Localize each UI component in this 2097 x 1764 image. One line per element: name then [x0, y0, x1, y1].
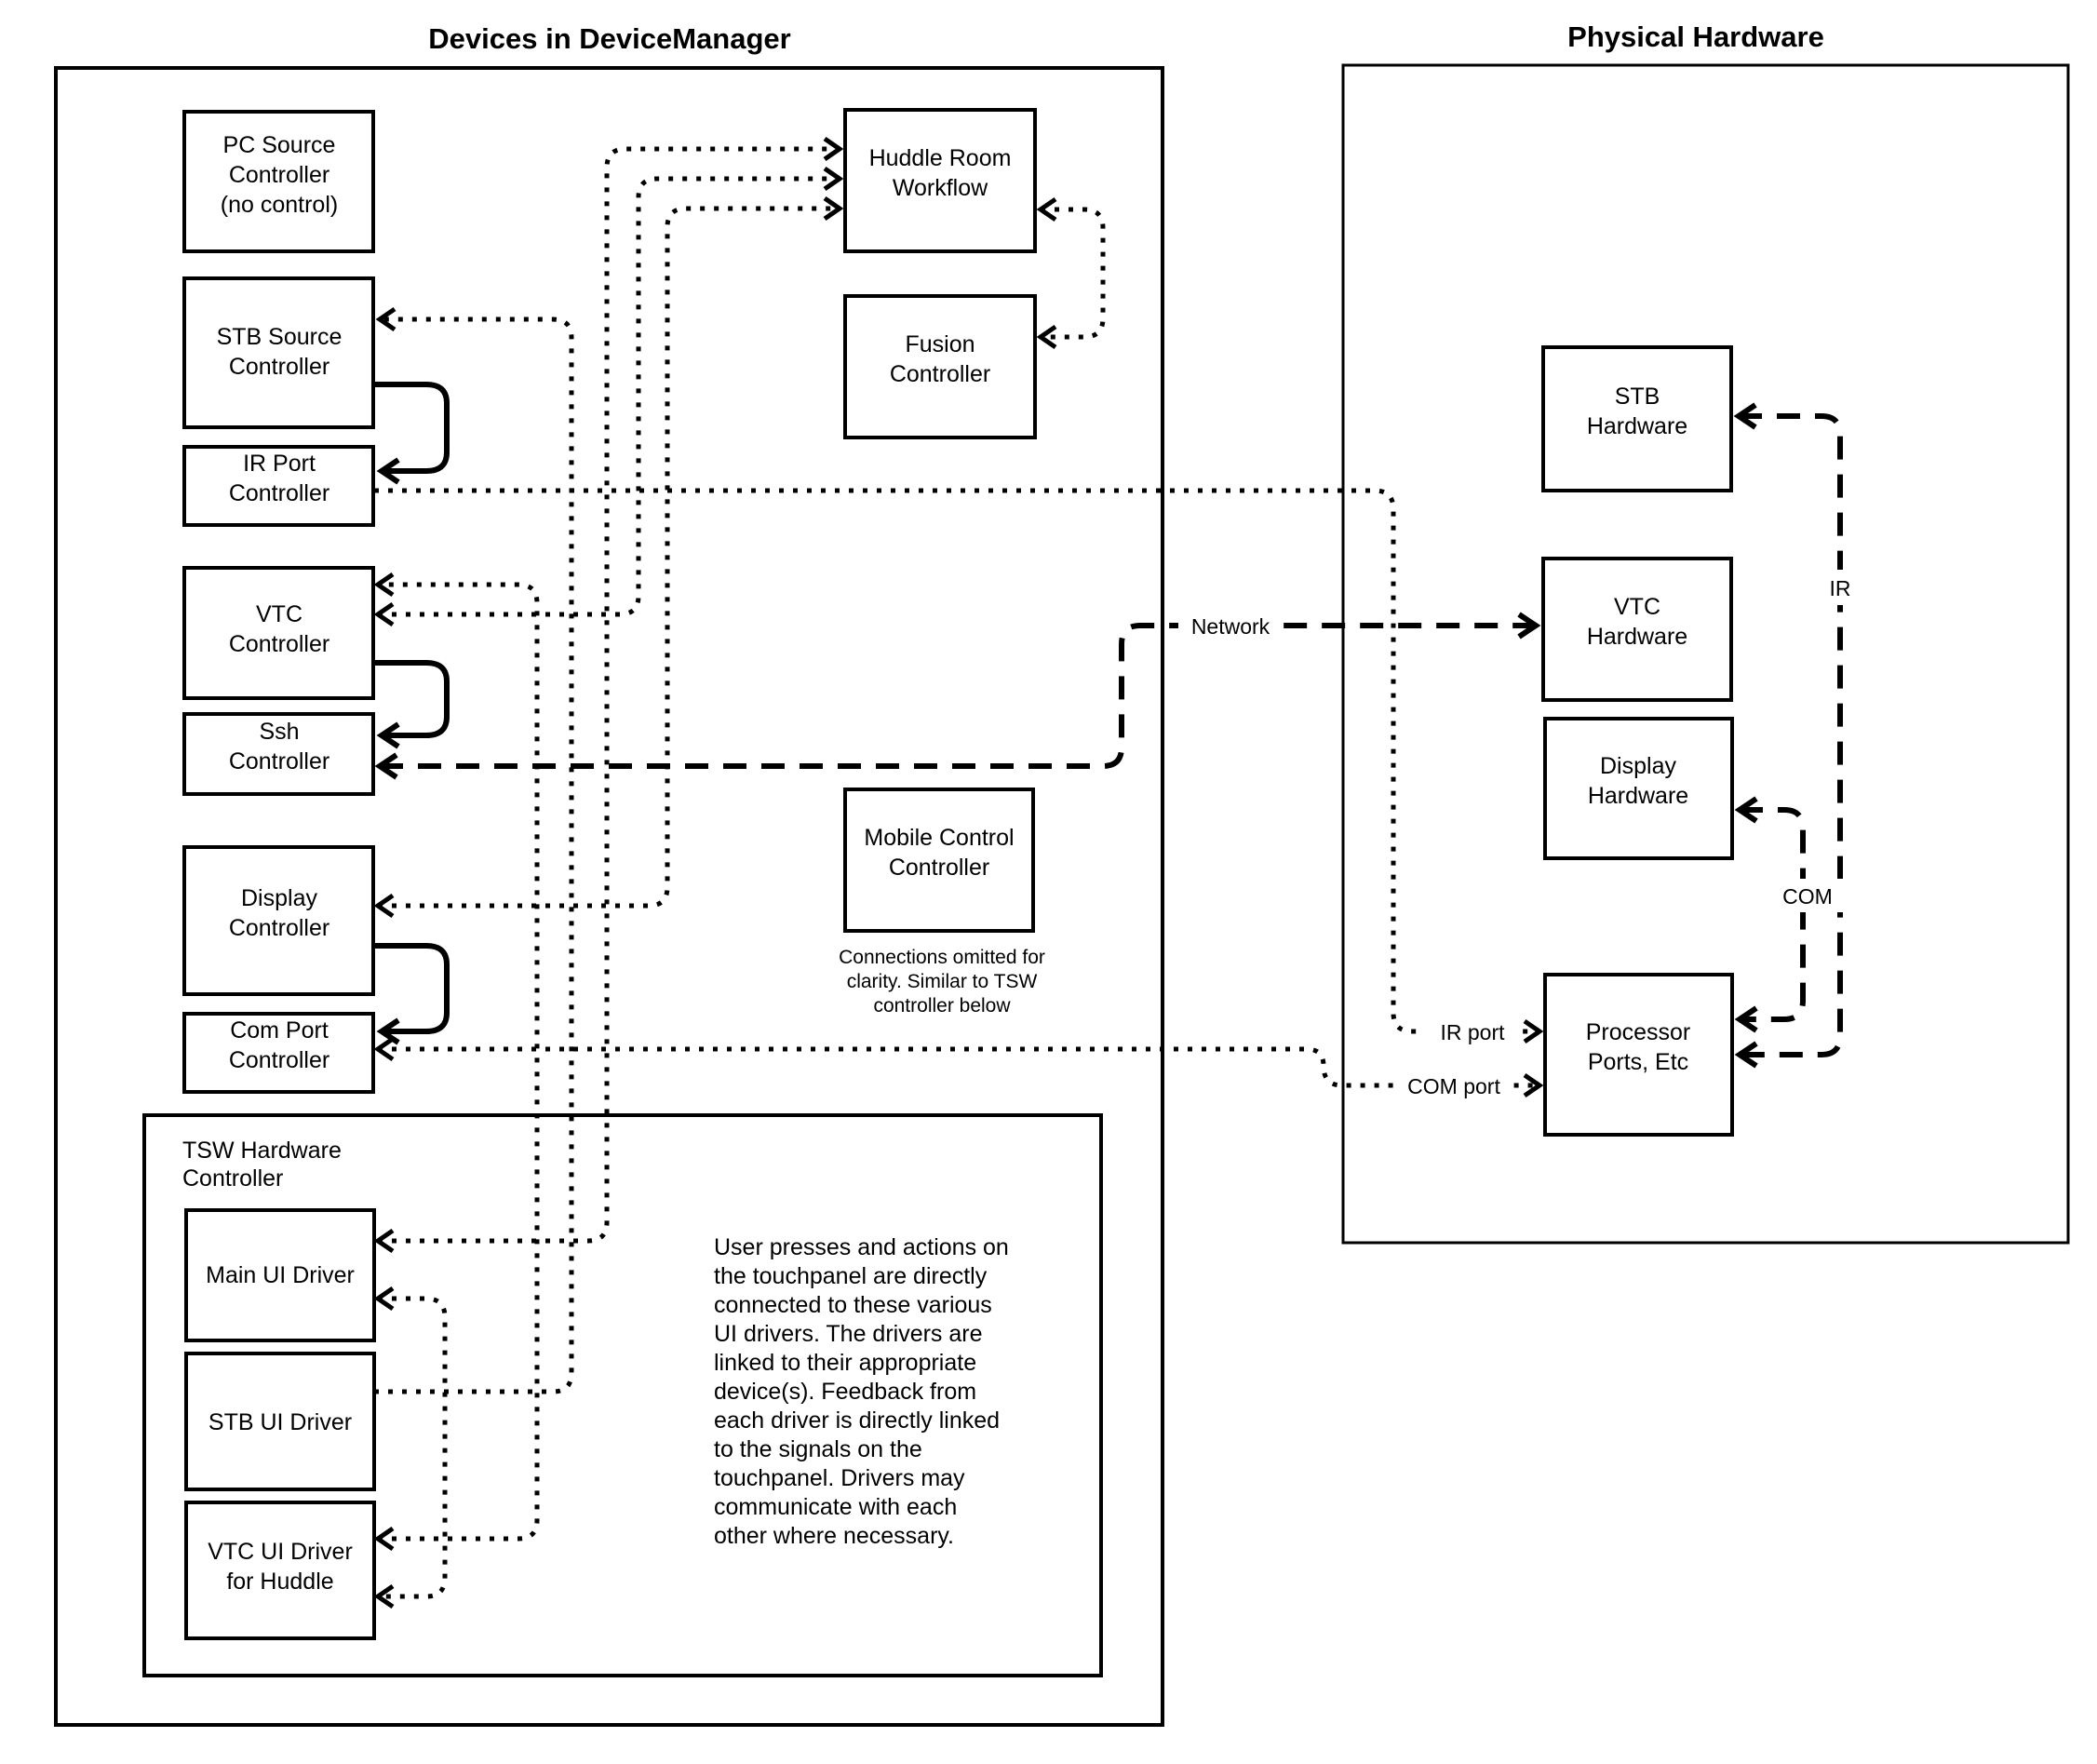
node-label: STB: [1614, 384, 1660, 410]
ir-label: IR: [1829, 576, 1851, 600]
note-line: Connections omitted for: [839, 947, 1045, 968]
node-label: VTC: [1614, 594, 1660, 620]
node-label: Controller: [228, 354, 330, 380]
edge-huddle-fusion: [1041, 209, 1103, 337]
node-label: Huddle Room: [868, 145, 1012, 171]
node-label: Main UI Driver: [206, 1262, 355, 1288]
node-label: VTC UI Driver: [208, 1539, 353, 1565]
node-label: STB Source: [216, 324, 343, 350]
paragraph-line: touchpanel. Drivers may: [714, 1465, 965, 1491]
node-label: Fusion: [905, 331, 975, 357]
devices-group-title: Devices in DeviceManager: [428, 22, 791, 55]
node-label: Controller: [228, 915, 330, 941]
com-port-label: COM port: [1407, 1074, 1500, 1098]
edge-vtc-ssh: [374, 663, 447, 735]
physical-group-title: Physical Hardware: [1567, 20, 1824, 53]
node-stb-ui-driver: [186, 1353, 374, 1489]
node-label: Ports, Etc: [1587, 1049, 1689, 1075]
node-vtc-controller: [184, 568, 373, 698]
paragraph-line: to the signals on the: [714, 1436, 922, 1462]
node-display-controller: [184, 847, 373, 994]
edge-label-ir-port: [1424, 1015, 1521, 1048]
mobile-note: [839, 947, 1045, 1017]
network-label: Network: [1190, 614, 1270, 639]
node-processor-ports: [1545, 975, 1732, 1135]
tsw-controller-label: [182, 1138, 342, 1192]
edge-label-network: [1178, 609, 1283, 642]
node-ssh-controller: [184, 714, 373, 794]
node-label: Controller: [889, 361, 991, 387]
node-label: STB UI Driver: [208, 1409, 353, 1435]
paragraph-line: each driver is directly linked: [714, 1407, 1001, 1434]
paragraph-line: UI drivers. The drivers are: [714, 1321, 983, 1347]
edge-display-hw-com-processor: [1740, 810, 1803, 1019]
node-label: Com Port: [230, 1017, 329, 1044]
touchpanel-paragraph: [714, 1234, 1009, 1549]
edge-label-com-port: [1394, 1069, 1513, 1102]
ir-port-label: IR port: [1440, 1020, 1505, 1044]
node-label: Controller: [888, 855, 990, 881]
edge-stb-hw-ir-processor: [1739, 416, 1840, 1055]
node-label: Workflow: [892, 175, 988, 201]
node-vtc-ui-driver: [186, 1502, 374, 1638]
node-main-ui-driver: [186, 1210, 374, 1340]
node-label: Controller: [228, 480, 330, 506]
node-ir-port-controller: [184, 447, 373, 525]
node-label: IR Port: [243, 451, 316, 477]
edge-label-com: [1769, 879, 1846, 912]
tsw-label-line: Controller: [182, 1165, 284, 1192]
node-label: Display: [241, 885, 317, 911]
node-label: Controller: [228, 631, 330, 657]
edge-label-ir: [1819, 570, 1862, 605]
node-vtc-hardware: [1543, 559, 1731, 700]
note-line: clarity. Similar to TSW: [846, 971, 1038, 992]
node-label: PC Source: [222, 132, 336, 158]
node-label: Ssh: [259, 719, 300, 745]
node-stb-source-controller: [184, 278, 373, 427]
node-label: Controller: [228, 162, 330, 188]
paragraph-line: linked to their appropriate: [714, 1350, 977, 1376]
tsw-label-line: TSW Hardware: [182, 1138, 342, 1164]
node-stb-hardware: [1543, 347, 1731, 491]
paragraph-line: device(s). Feedback from: [714, 1379, 977, 1405]
paragraph-line: User presses and actions on: [714, 1234, 1009, 1260]
node-label: Mobile Control: [864, 825, 1015, 851]
com-label: COM: [1782, 884, 1833, 909]
node-label: Hardware: [1586, 624, 1688, 650]
node-label: Processor: [1585, 1019, 1691, 1045]
node-label: (no control): [220, 192, 339, 218]
edge-com-port-processor: [378, 1049, 1539, 1085]
node-label: Controller: [228, 1047, 330, 1073]
edge-stb-ui-stb-source: [374, 319, 571, 1392]
paragraph-line: the touchpanel are directly: [714, 1263, 988, 1289]
paragraph-line: connected to these various: [714, 1292, 992, 1318]
edge-vtc-ui-vtc: [378, 585, 537, 1539]
edge-main-ui-vtc-ui: [378, 1299, 445, 1596]
node-label: for Huddle: [226, 1569, 334, 1595]
node-huddle-room-workflow: [845, 110, 1035, 251]
edge-stb-source-ir-port: [374, 384, 447, 471]
node-com-port-controller: [184, 1014, 373, 1092]
paragraph-line: communicate with each: [714, 1494, 958, 1520]
edge-ssh-network-vtc-hw: [380, 626, 1536, 766]
node-label: VTC: [256, 601, 302, 627]
node-pc-source-controller: [184, 112, 373, 251]
node-display-hardware: [1545, 719, 1732, 858]
node-fusion-controller: [845, 296, 1035, 438]
node-label: Hardware: [1586, 413, 1688, 439]
paragraph-line: other where necessary.: [714, 1523, 954, 1549]
note-line: controller below: [873, 995, 1011, 1017]
node-label: Controller: [228, 748, 330, 774]
node-label: Hardware: [1587, 783, 1689, 809]
edge-display-com-port: [374, 946, 447, 1031]
node-label: Display: [1600, 753, 1676, 779]
node-mobile-control-controller: [845, 789, 1033, 931]
